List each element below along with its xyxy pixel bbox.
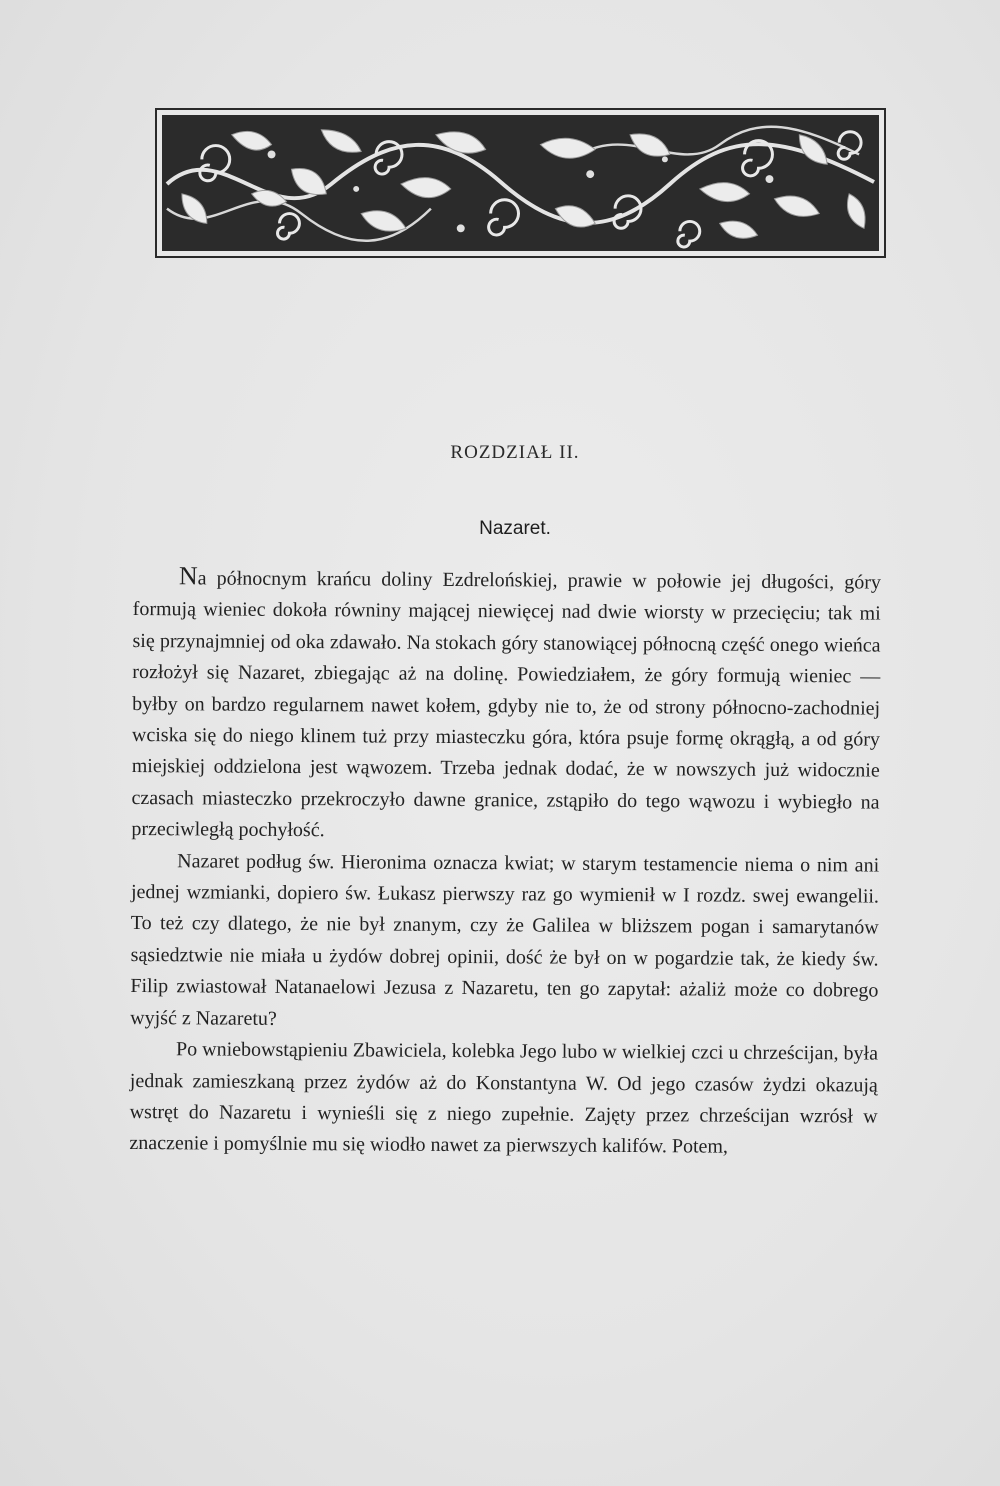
headpiece-ornament xyxy=(155,108,886,258)
paragraph-1 xyxy=(131,563,881,850)
paragraph-3: Po wniebowstąpieniu Zbawiciela, kolebka Jego lubo w wielkiej czci u chrześcijan, była jednak zamieszkaną przez żydów aż do Konstantyna W. Od jego czasów żydzi okazują wstręt do Nazaretu i wynieśli się z niego zupełnie. Zajęty przez chrześcijan wzrósł w znaczenie i pomyślnie mu się wiodło nawet za pierwszych kalifów. Potem, xyxy=(129,1038,879,1158)
body-text xyxy=(129,563,881,1164)
chapter-heading: ROZDZIAŁ II. xyxy=(450,442,580,463)
initial-letter: N xyxy=(178,561,198,591)
floral-ornament-icon xyxy=(162,115,879,251)
chapter-title: Nazaret. xyxy=(479,518,551,539)
paragraph-2: Nazaret podług św. Hieronima oznacza kwiat; w starym testamencie niema o nim ani jednej wzmianki, dopiero św. Łukasz pierwszy raz go wymienił w I rozdz. swej ewangelii. To też czy dlatego, że nie był znanym, czy że Galilea w bliższem pogan i samarytanów sąsiedztwie nie miała u żydów dobrej opinii, dość że był on w pogardzie tak, że kiedy św. Filip zwiastował Natanaelowi Jezusa z Nazaretu, ten go zapytał: ażaliż może co dobrego wyjść z Nazaretu? xyxy=(130,849,880,1030)
paragraph-1-text: a północnym krańcu doliny Ezdrelońskiej, prawie w połowie jej długości, góry formują wieniec dokoła równiny mającej niewięcej nad dwie wiorsty w przecięciu; tak mi się przynajmniej od oka zdawało. Na stokach góry stanowiącej północną część onego wieńca rozłożył się Nazaret, zbiegając aż na dolinę. Powiedziałem, że góry formują wieniec — byłby on bardzo regularnem nawet kołem, gdyby nie to, że od strony północno-zachodniej wciska się do niego klinem tuż przy miasteczku góra, która psuje formę okrągłą, a od góry miejskiej oddzielona jest wąwozem. Trzeba jednak dodać, że w nowszych już widocznie czasach miasteczko przekroczyło dawne granice, zstąpiło do tego wąwozu i wybiegło na przeciwległą pochyłość. xyxy=(131,567,881,842)
